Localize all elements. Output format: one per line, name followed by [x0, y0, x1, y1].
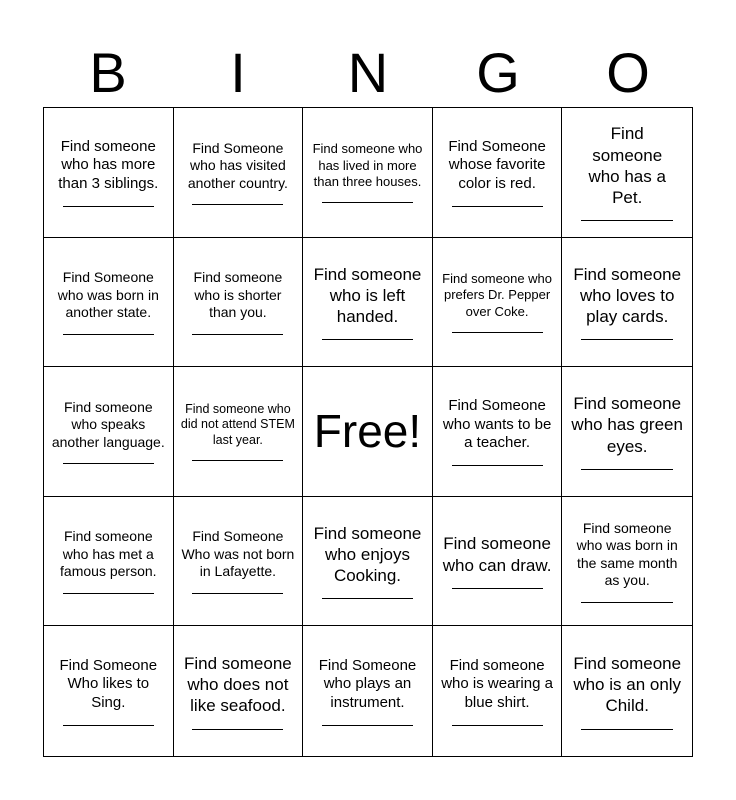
signature-line [192, 729, 283, 730]
signature-line [581, 220, 673, 221]
cell-text: Find someone who was born in the same month as you. [576, 519, 678, 589]
cell-text: Find Someone Who likes to Sing. [59, 656, 158, 712]
cell-text: Find someone who has lived in more than three houses. [312, 141, 423, 189]
cell-text: Find someone who has green eyes. [571, 394, 683, 456]
signature-line [63, 463, 154, 464]
cell-text: Find someone who is wearing a blue shirt. [441, 656, 553, 712]
bingo-cell[interactable] [174, 367, 304, 497]
signature-line [192, 334, 283, 335]
cell-text: Find Someone whose favorite color is red. [448, 137, 546, 193]
header-letter-b: B [89, 41, 127, 104]
cell-text: Find Someone who wants to be a teacher. [442, 396, 552, 452]
signature-line [452, 725, 543, 726]
signature-line [322, 339, 413, 340]
signature-line [581, 729, 673, 730]
bingo-cell[interactable] [433, 367, 563, 497]
signature-line [63, 334, 154, 335]
signature-line [192, 204, 283, 205]
bingo-cell[interactable] [174, 108, 304, 238]
cell-text: Find someone who does not like seafood. [184, 653, 292, 716]
bingo-cell[interactable] [44, 497, 174, 627]
signature-line [322, 598, 413, 599]
signature-line [581, 469, 673, 470]
bingo-cell[interactable] [562, 108, 692, 238]
bingo-cell[interactable] [44, 238, 174, 368]
free-space-text: Free! [313, 405, 422, 458]
cell-text: Find Someone Who was not born in Lafayette. [181, 528, 295, 580]
cell-text: Find someone who has met a famous person. [60, 528, 157, 580]
bingo-cell[interactable] [303, 108, 433, 238]
bingo-cell[interactable] [562, 238, 692, 368]
signature-line [192, 460, 283, 461]
cell-text: Find someone who prefers Dr. Pepper over Coke. [442, 271, 553, 319]
bingo-cell[interactable] [303, 497, 433, 627]
bingo-cell[interactable] [433, 108, 563, 238]
bingo-cell[interactable] [44, 626, 174, 756]
cell-text: Find someone who speaks another language. [51, 398, 165, 450]
cell-text: Find Someone who was born in another state. [57, 269, 159, 321]
signature-line [63, 725, 154, 726]
bingo-cell[interactable] [174, 626, 304, 756]
bingo-cell[interactable] [44, 367, 174, 497]
bingo-grid [43, 107, 693, 757]
bingo-header [43, 40, 693, 106]
header-letter-o: O [606, 41, 650, 104]
signature-line [452, 588, 543, 589]
cell-text: Find someone who can draw. [442, 534, 552, 575]
cell-text: Find someone who did not attend STEM last year. [180, 401, 295, 447]
cell-text: Find someone who has more than 3 siblings. [58, 137, 159, 193]
bingo-cell[interactable] [433, 497, 563, 627]
bingo-cell[interactable] [174, 238, 304, 368]
bingo-cell[interactable] [562, 497, 692, 627]
signature-line [452, 465, 543, 466]
signature-line [452, 332, 543, 333]
cell-text: Find Someone who has visited another country. [187, 139, 288, 191]
header-letter-g: G [476, 41, 520, 104]
cell-text: Find someone who has a Pet. [588, 124, 666, 208]
bingo-cell[interactable] [303, 626, 433, 756]
bingo-cell[interactable] [303, 238, 433, 368]
signature-line [63, 593, 154, 594]
signature-line [192, 593, 283, 594]
cell-text: Find someone who is left handed. [313, 264, 422, 327]
header-letter-n: N [347, 41, 389, 104]
bingo-cell[interactable] [433, 626, 563, 756]
signature-line [322, 725, 413, 726]
signature-line [452, 206, 543, 207]
cell-text: Find someone who is an only Child. [573, 653, 682, 716]
bingo-cell[interactable] [562, 367, 692, 497]
signature-line [63, 206, 154, 207]
cell-text: Find someone who enjoys Cooking. [313, 523, 422, 586]
cell-text: Find someone who is shorter than you. [193, 269, 283, 321]
free-space[interactable] [303, 367, 433, 497]
bingo-cell[interactable] [562, 626, 692, 756]
bingo-cell[interactable] [174, 497, 304, 627]
signature-line [581, 339, 673, 340]
header-letter-i: I [230, 41, 246, 104]
bingo-cell[interactable] [44, 108, 174, 238]
cell-text: Find Someone who plays an instrument. [318, 656, 417, 712]
bingo-cell[interactable] [433, 238, 563, 368]
cell-text: Find someone who loves to play cards. [573, 264, 682, 327]
signature-line [322, 202, 413, 203]
signature-line [581, 602, 673, 603]
